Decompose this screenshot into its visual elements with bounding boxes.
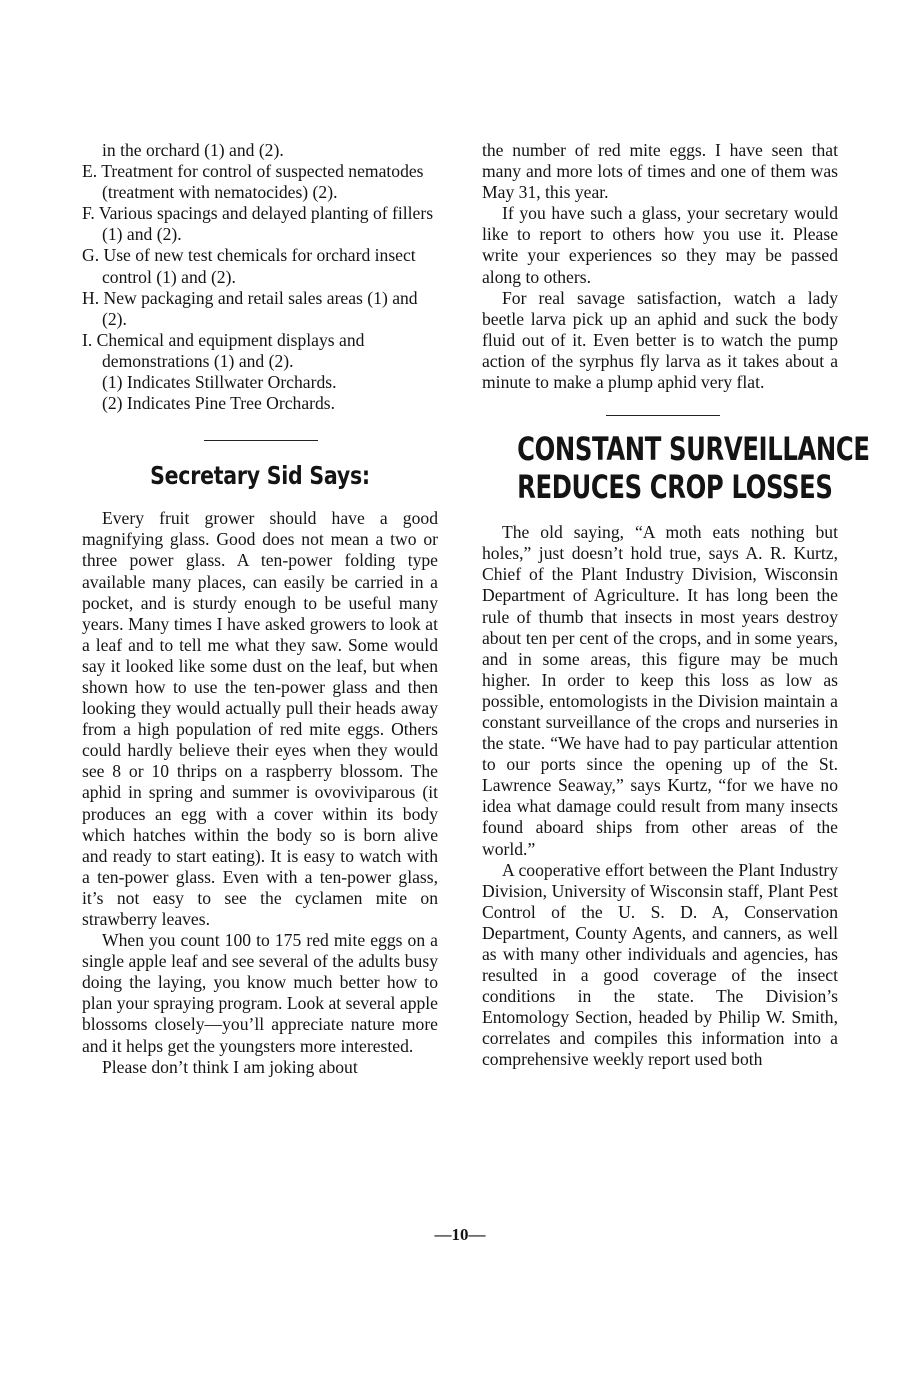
left-column (82, 140, 438, 1078)
article-paragraph: A cooperative effort between the Plant Industry Division, University of Wisconsin staff, Plant Pest Control of the U. S. D. A, Conservation Department, County Agents, and canners, as well as with many other individuals and agencies, has resulted in a good coverage of the insect conditions in the state. The Division’s Entomology Section, headed by Philip W. Smith, correlates and compiles this information into a comprehensive weekly report used both (482, 859, 838, 1070)
list-note: (1) Indicates Stillwater Orchards. (102, 372, 337, 393)
article-paragraph: If you have such a glass, your secretary would like to report to others how you use it. Please write your experiences so they may be passed along to others. (482, 203, 838, 287)
secretary-sid-heading: Secretary Sid Says: (150, 461, 370, 491)
orchard-project-list (82, 140, 438, 414)
list-item: G. Use of new test chemicals for orchard insect control (1) and (2). (82, 245, 416, 287)
article-paragraph: the number of red mite eggs. I have seen that many and more lots of times and one of them was May 31, this year. (482, 140, 838, 203)
list-item: H. New packaging and retail sales areas (1) and (2). (82, 287, 418, 329)
list-item: E. Treatment for control of suspected nematodes (treatment with nematocides) (2). (82, 161, 424, 203)
article-paragraph: For real savage satisfaction, watch a lady beetle larva pick up an aphid and suck the body fluid out of it. Even better is to watch the pump action of the syrphus fly larva as it takes about a minute to make a plump aphid very flat. (482, 287, 838, 393)
section-divider (204, 440, 318, 441)
article-paragraph: Please don’t think I am joking about (102, 1056, 358, 1077)
right-column (482, 140, 870, 1071)
article-paragraph: Every fruit grower should have a good magnifying glass. Good does not mean a two or three power glass. A ten-power folding type available many places, can easily be carried in a pocket, and is sturdy enough to be useful many years. Many times I have asked growers to look at a leaf and to tell me what they saw. Some would say it looked like some dust on the leaf, but when shown how to use the ten-power glass and then looking they would actually pull their heads away from a high population of red mite eggs. Others could hardly believe their eyes when they would see 8 or 10 thrips on a raspberry blossom. The aphid in spring and summer is ovoviviparous (it produces an egg with a cover within its body which hatches within the body so is born alive and ready to start eating). It is easy to watch with a ten-power glass. Even with a ten-power glass, it’s not easy to see the cyclamen mite on strawberry leaves. (82, 508, 438, 929)
list-note: (2) Indicates Pine Tree Orchards. (102, 393, 336, 414)
article-paragraph: When you count 100 to 175 red mite eggs on a single apple leaf and see several of the adults busy doing the laying, you know much better how to plan your spraying program. Look at several apple blossoms closely—you’ll appreciate nature more and it helps get the youngsters more interested. (82, 930, 438, 1056)
list-item: F. Various spacings and delayed planting of fillers (1) and (2). (82, 203, 434, 245)
section-divider (606, 415, 720, 416)
page-number: —10— (434, 1225, 486, 1244)
heading-line-1: CONSTANT SURVEILLANCE (517, 430, 870, 469)
list-item: I. Chemical and equipment displays and demonstrations (1) and (2). (82, 329, 365, 371)
article-paragraph: The old saying, “A moth eats nothing but holes,” just doesn’t hold true, says A. R. Kurtz, Chief of the Plant Industry Division, Wisconsin Department of Agriculture. It has long been the rule of thumb that insects in most years destroy about ten per cent of the crops, and in some years, and in some areas, this figure may be much higher. In order to keep this loss as low as possible, entomologists in the Division maintain a constant surveillance of the crops and nurseries in the state. “We have had to pay particular attention to our ports since the opening up of the St. Lawrence Seaway,” says Kurtz, “for we have no idea what damage could result from many insects found aboard ships from other areas of the world.” (482, 522, 838, 859)
surveillance-article-heading (517, 430, 870, 507)
list-item: in the orchard (1) and (2). (102, 140, 284, 160)
heading-line-2: REDUCES CROP LOSSES (517, 468, 833, 507)
